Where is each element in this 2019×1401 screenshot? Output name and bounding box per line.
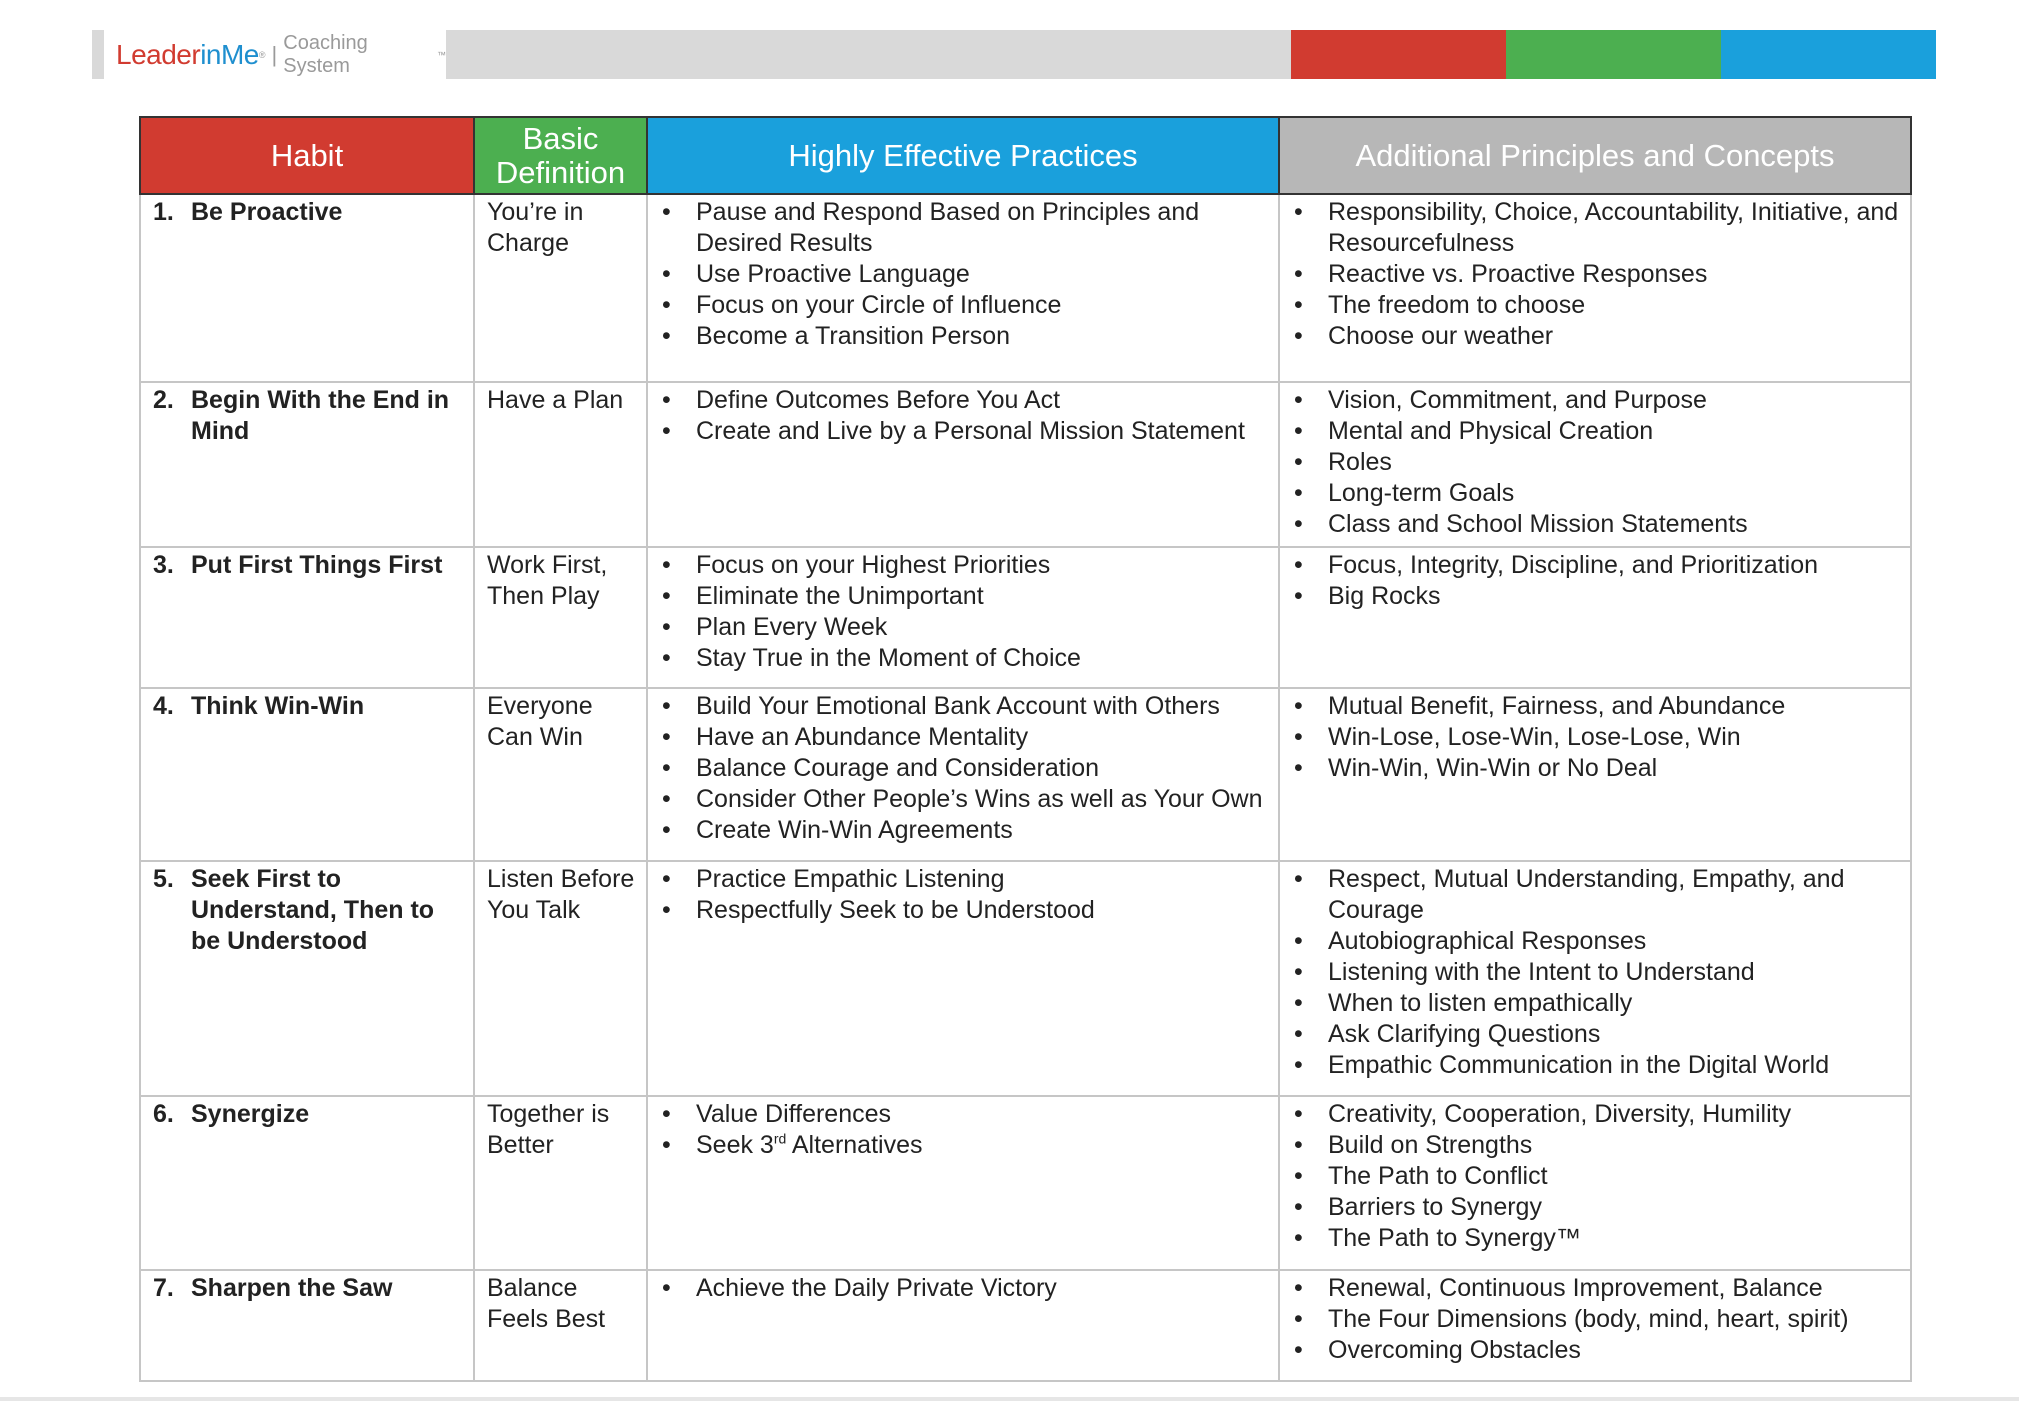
header-green-bar [1506,30,1721,79]
logo-inme-text: inMe [200,38,259,70]
habit-name: Sharpen the Saw [191,1274,393,1302]
table-row [140,194,1911,382]
bottom-divider [0,1397,2019,1401]
habit-cell [140,1270,474,1381]
practice-item: • Create and Live by a Personal Mission Statement [660,416,1268,447]
table-row [140,382,1911,547]
habit-number: 7. [153,1274,174,1302]
concept-item: • Roles [1292,447,1900,478]
practices-cell [647,547,1279,688]
additional-cell [1279,194,1911,382]
practice-item: • Focus on your Circle of Influence [660,290,1268,321]
practice-item: • Build Your Emotional Bank Account with Others [660,691,1268,722]
definition-cell: Work First, Then Play [474,547,647,688]
concept-item: • Reactive vs. Proactive Responses [1292,259,1900,290]
table-row [140,861,1911,1096]
practice-item: • Use Proactive Language [660,259,1268,290]
practice-item: • Define Outcomes Before You Act [660,385,1268,416]
table-header-row [140,117,1911,194]
ordinal-suffix: rd [773,1130,787,1147]
additional-cell [1279,547,1911,688]
logo-subtitle: Coaching System [283,31,368,77]
practices-cell [647,1270,1279,1381]
practice-item: • Pause and Respond Based on Principles and Desired Results [660,197,1268,259]
practice-item: • Create Win-Win Agreements [660,815,1268,846]
habit-cell [140,547,474,688]
practice-text: Seek 3 [696,1131,774,1159]
practices-cell [647,194,1279,382]
habit-number: 1. [153,198,174,226]
definition-cell: Balance Feels Best [474,1270,647,1381]
additional-cell [1279,382,1911,547]
logo-registered-mark: ® [258,49,266,60]
habit-number: 2. [153,386,174,414]
concept-item: • Focus, Integrity, Discipline, and Prioritization [1292,550,1900,581]
logo-trademark: ™ [437,49,446,60]
concept-item: • When to listen empathically [1292,988,1900,1019]
header-basic-definition [474,117,647,194]
concept-item: • Listening with the Intent to Understand [1292,957,1900,988]
concept-item: • The Four Dimensions (body, mind, heart, spirit) [1292,1304,1900,1335]
header-practices: Highly Effective Practices [647,117,1279,194]
concept-item: • Respect, Mutual Understanding, Empathy, and Courage [1292,864,1900,926]
habit-name: Put First Things First [191,551,443,579]
habit-cell [140,688,474,861]
concept-item: • Vision, Commitment, and Purpose [1292,385,1900,416]
practices-cell [647,1096,1279,1270]
habit-name: Synergize [191,1100,310,1128]
concept-item: • Win-Win, Win-Win or No Deal [1292,753,1900,784]
logo-separator: | [271,41,278,67]
practice-item: • Stay True in the Moment of Choice [660,643,1268,674]
concept-item: • Long-term Goals [1292,478,1900,509]
habit-cell [140,1096,474,1270]
concept-item: • Renewal, Continuous Improvement, Balance [1292,1273,1900,1304]
leader-in-me-logo [92,30,446,79]
header-gray-bar [446,30,1291,79]
concept-item: • Empathic Communication in the Digital World [1292,1050,1900,1081]
additional-cell [1279,861,1911,1096]
definition-cell: You’re in Charge [474,194,647,382]
table-row [140,688,1911,861]
page-header [92,30,1936,79]
definition-cell: Together is Better [474,1096,647,1270]
practice-item: • Value Differences [660,1099,1268,1130]
habit-cell [140,382,474,547]
concept-item: • Responsibility, Choice, Accountability, Initiative, and Resourcefulness [1292,197,1900,259]
practices-cell [647,382,1279,547]
concept-item: • The Path to Synergy™ [1292,1223,1900,1254]
practice-item: • Plan Every Week [660,612,1268,643]
additional-cell [1279,688,1911,861]
habits-table [139,116,1912,1382]
logo-leader-text: Leader [116,38,201,70]
practice-item: • Become a Transition Person [660,321,1268,352]
concept-item: • Mental and Physical Creation [1292,416,1900,447]
concept-item: • The Path to Conflict [1292,1161,1900,1192]
header-red-bar [1291,30,1506,79]
concept-item: • Barriers to Synergy [1292,1192,1900,1223]
habit-cell [140,194,474,382]
concept-item: • The freedom to choose [1292,290,1900,321]
concept-item: • Overcoming Obstacles [1292,1335,1900,1366]
practices-cell [647,688,1279,861]
practice-item: • Focus on your Highest Priorities [660,550,1268,581]
definition-cell: Everyone Can Win [474,688,647,861]
table-row [140,547,1911,688]
habit-name: Begin With the End in Mind [191,386,450,445]
practice-item [660,1130,1268,1161]
concept-item: • Ask Clarifying Questions [1292,1019,1900,1050]
concept-item: • Choose our weather [1292,321,1900,352]
concept-item: • Class and School Mission Statements [1292,509,1900,540]
practice-item: • Have an Abundance Mentality [660,722,1268,753]
practice-item: • Consider Other People’s Wins as well as Your Own [660,784,1268,815]
definition-cell: Listen Before You Talk [474,861,647,1096]
practice-item: • Respectfully Seek to be Understood [660,895,1268,926]
header-additional: Additional Principles and Concepts [1279,117,1911,194]
habit-cell [140,861,474,1096]
header-blue-bar [1721,30,1936,79]
table-row [140,1270,1911,1381]
header-definition-line2: Definition [495,154,626,190]
additional-cell [1279,1270,1911,1381]
practices-cell [647,861,1279,1096]
concept-item: • Creativity, Cooperation, Diversity, Humility [1292,1099,1900,1130]
concept-item: • Autobiographical Responses [1292,926,1900,957]
practice-item: • Balance Courage and Consideration [660,753,1268,784]
concept-item: • Win-Lose, Lose-Win, Lose-Lose, Win [1292,722,1900,753]
header-habit: Habit [140,117,474,194]
habit-number: 4. [153,692,174,720]
concept-item: • Mutual Benefit, Fairness, and Abundance [1292,691,1900,722]
practice-item: • Achieve the Daily Private Victory [660,1273,1268,1304]
additional-cell [1279,1096,1911,1270]
concept-item: • Big Rocks [1292,581,1900,612]
habit-number: 6. [153,1100,174,1128]
habit-number: 3. [153,551,174,579]
practice-item: • Eliminate the Unimportant [660,581,1268,612]
definition-cell: Have a Plan [474,382,647,547]
habit-name: Be Proactive [191,198,343,226]
concept-item: • Build on Strengths [1292,1130,1900,1161]
habit-name: Think Win-Win [191,692,365,720]
habit-number: 5. [153,865,174,893]
table-row [140,1096,1911,1270]
habit-name: Seek First to Understand, Then to be Understood [191,865,435,955]
practice-item: • Practice Empathic Listening [660,864,1268,895]
practice-text: Alternatives [786,1131,923,1159]
header-definition-line1: Basic [522,120,599,156]
